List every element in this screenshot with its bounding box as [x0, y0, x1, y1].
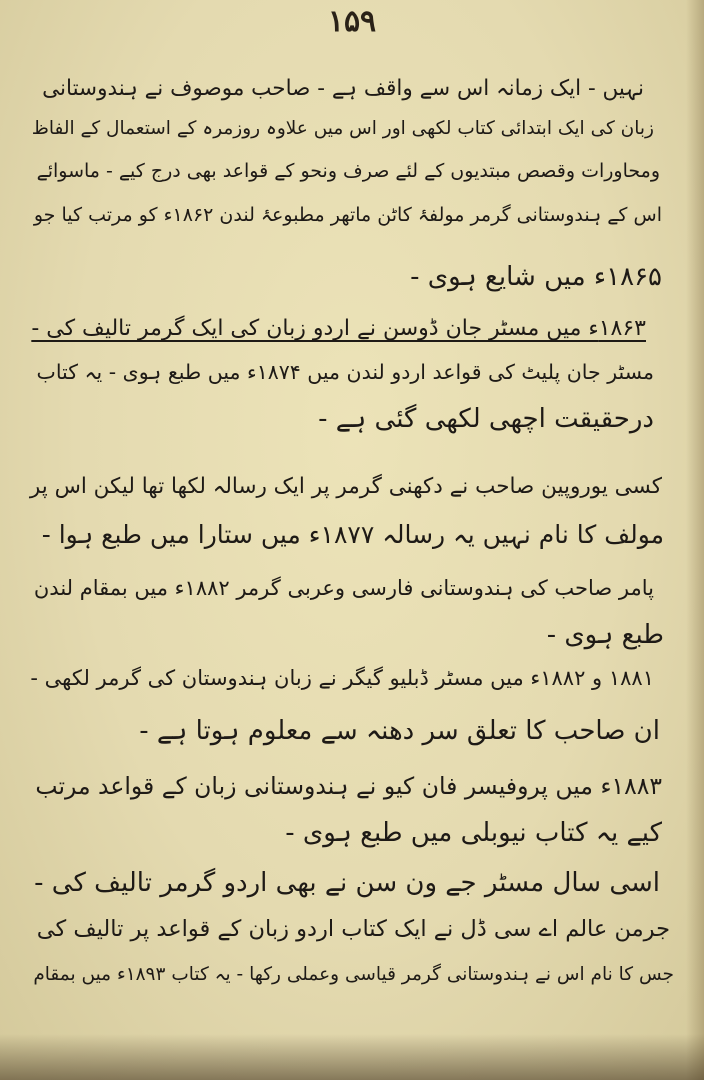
text-line: کسی یوروپین صاحب نے دکھنی گرمر پر ایک رسالہ لکھا تھا لیکن اس پر: [29, 474, 662, 499]
text-line: نہیں - ایک زمانہ اس سے واقف ہے - صاحب موصوف نے ہندوستانی: [42, 76, 644, 101]
text-line: درحقیقت اچھی لکھی گئی ہے -: [318, 404, 654, 434]
text-line: پامر صاحب کی ہندوستانی فارسی وعربی گرمر ۱۸۸۲ء میں بمقام لندن: [33, 576, 654, 600]
text-line: مولف کا نام نہیں یہ رسالہ ۱۸۷۷ء میں ستارا میں طبع ہوا -: [41, 520, 664, 549]
text-line: زبان کی ایک ابتدائی کتاب لکھی اور اس میں علاوہ روزمرہ کے استعمال کے الفاظ: [31, 118, 654, 139]
text-line: ۱۸۸۱ و ۱۸۸۲ء میں مسٹر ڈبلیو گیگر نے زبان ہندوستان کی گرمر لکھی -: [30, 666, 654, 690]
text-line: ان صاحب کا تعلق سر دھنہ سے معلوم ہوتا ہے -: [139, 716, 660, 746]
text-line: جرمن عالم اے سی ڈل نے ایک کتاب اردو زبان کے قواعد پر تالیف کی: [36, 916, 670, 942]
text-line: اسی سال مسٹر جے ون سن نے بھی اردو گرمر تالیف کی -: [34, 868, 660, 898]
text-line: کیے یہ کتاب نیوبلی میں طبع ہوی -: [285, 818, 662, 848]
page-edge-shadow: [686, 0, 704, 1080]
text-line: اس کے ہندوستانی گرمر مولفۂ کاٹن ماتھر مطبوعۂ لندن ۱۸۶۲ء کو مرتب کیا جو: [33, 204, 662, 226]
page-bottom-edge: [0, 1034, 704, 1080]
text-line: ۱۸۸۳ء میں پروفیسر فان کیو نے ہندوستانی زبان کے قواعد مرتب: [35, 772, 662, 800]
text-line: جس کا نام اس نے ہندوستانی گرمر قیاسی وعملی رکھا - یہ کتاب ۱۸۹۳ء میں بمقام: [33, 964, 674, 985]
text-line: ۱۸۶۵ء میں شایع ہوی -: [410, 262, 662, 292]
page-number: ۱۵۹: [327, 4, 377, 39]
text-line: مسٹر جان پلیٹ کی قواعد اردو لندن میں ۱۸۷۴ء میں طبع ہوی - یہ کتاب: [36, 360, 654, 384]
text-line: طبع ہوی -: [546, 620, 664, 650]
text-line: ومحاورات وقصص مبتدیوں کے لئے صرف ونحو کے قواعد بھی درج کیے - ماسوائے: [36, 160, 660, 182]
text-line: ۱۸۶۳ء میں مسٹر جان ڈوسن نے اردو زبان کی ایک گرمر تالیف کی -: [31, 316, 646, 341]
